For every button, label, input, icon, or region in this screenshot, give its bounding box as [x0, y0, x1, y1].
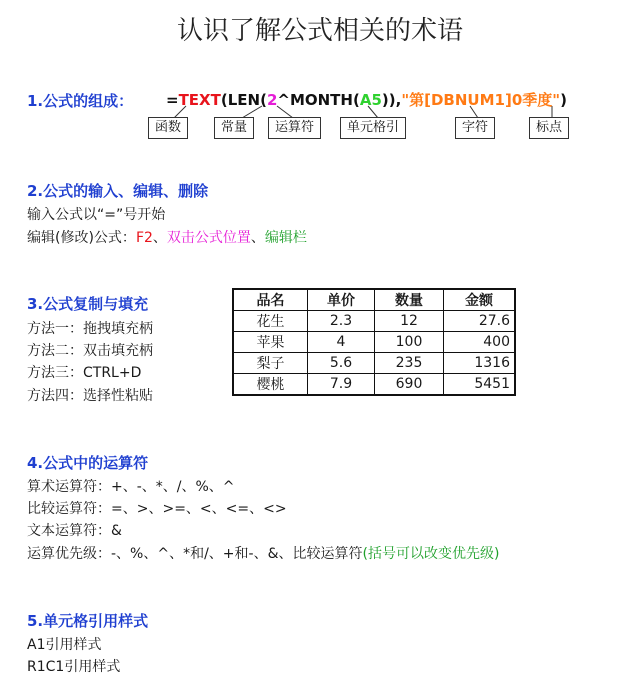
label-cell-reference: 单元格引: [340, 117, 406, 139]
section5-heading: 5.单元格引用样式: [27, 612, 149, 630]
edit-sep1: 、: [152, 230, 167, 246]
method-4: 方法四：选择性粘贴: [27, 388, 153, 404]
edit-formula-text: [27, 227, 307, 247]
cell-amount: 400: [444, 332, 516, 353]
cell-name: 梨子: [233, 353, 308, 374]
formula-const: 2: [266, 91, 278, 109]
edit-double-click: 双击公式位置: [166, 230, 251, 246]
arithmetic-operators: 算术运算符：+、-、*、/、%、^: [27, 479, 235, 495]
priority-note: (括号可以改变优先级): [362, 546, 500, 562]
section4-heading: 4.公式中的运算符: [27, 454, 149, 472]
text-operator: 文本运算符：&: [27, 523, 122, 539]
label-punctuation: 标点: [529, 117, 569, 139]
formula-end: ): [560, 91, 567, 109]
formula-eq: =: [166, 91, 179, 109]
edit-formula-bar: 编辑栏: [264, 230, 307, 246]
cell-name: 苹果: [233, 332, 308, 353]
comparison-operators: 比较运算符：=、>、>=、<、<=、<>: [27, 501, 287, 517]
formula-fn-month: MONTH: [289, 91, 353, 109]
table-row: [233, 353, 515, 374]
label-function: 函数: [148, 117, 188, 139]
cell-amount: 1316: [444, 353, 516, 374]
formula-open3: (: [352, 91, 360, 109]
header-price: 单价: [308, 289, 375, 311]
formula-open1: (: [220, 91, 228, 109]
cell-qty: 690: [375, 374, 444, 396]
label-operator: 运算符: [268, 117, 321, 139]
formula-close: )),: [381, 91, 402, 109]
input-formula-text: 输入公式以“=”号开始: [27, 207, 166, 223]
table-row: [233, 311, 515, 332]
formula-string: "第[DBNUM1]0季度": [401, 91, 561, 109]
table-header-row: [233, 289, 515, 311]
label-constant: 常量: [214, 117, 254, 139]
cell-name: 樱桃: [233, 374, 308, 396]
formula-fn-text: TEXT: [178, 91, 221, 109]
cell-amount: 27.6: [444, 311, 516, 332]
cell-price: 5.6: [308, 353, 375, 374]
edit-sep2: 、: [250, 230, 265, 246]
cell-price: 4: [308, 332, 375, 353]
priority-list: 运算优先级：-、%、^、*和/、+和-、&、比较运算符: [27, 546, 363, 562]
formula-open2: (: [260, 91, 267, 109]
cell-price: 2.3: [308, 311, 375, 332]
section3-heading: 3.公式复制与填充: [27, 295, 149, 313]
header-amount: 金额: [444, 289, 516, 311]
header-name: 品名: [233, 289, 308, 311]
method-3: 方法三：CTRL+D: [27, 365, 142, 381]
formula-op: ^: [277, 91, 290, 109]
a1-style: A1引用样式: [27, 637, 102, 653]
method-2: 方法二：双击填充柄: [27, 343, 153, 359]
formula-ref: A5: [359, 91, 382, 109]
formula-fn-len: LEN: [227, 91, 261, 109]
label-string: 字符: [455, 117, 495, 139]
cell-qty: 235: [375, 353, 444, 374]
table-row: [233, 374, 515, 396]
cell-qty: 12: [375, 311, 444, 332]
cell-amount: 5451: [444, 374, 516, 396]
operator-priority: [27, 543, 499, 563]
cell-qty: 100: [375, 332, 444, 353]
section2-heading: 2.公式的输入、编辑、删除: [27, 182, 209, 200]
r1c1-style: R1C1引用样式: [27, 659, 121, 675]
table-row: [233, 332, 515, 353]
header-qty: 数量: [375, 289, 444, 311]
method-1: 方法一：拖拽填充柄: [27, 321, 153, 337]
cell-price: 7.9: [308, 374, 375, 396]
formula-expression: [166, 89, 567, 110]
page-title: 认识了解公式相关的术语: [176, 16, 463, 46]
edit-formula-prefix: 编辑(修改)公式：: [27, 230, 136, 246]
sample-data-table: [232, 288, 516, 396]
section1-heading: 1.公式的组成：: [27, 92, 134, 110]
edit-f2: F2: [135, 230, 153, 246]
cell-name: 花生: [233, 311, 308, 332]
